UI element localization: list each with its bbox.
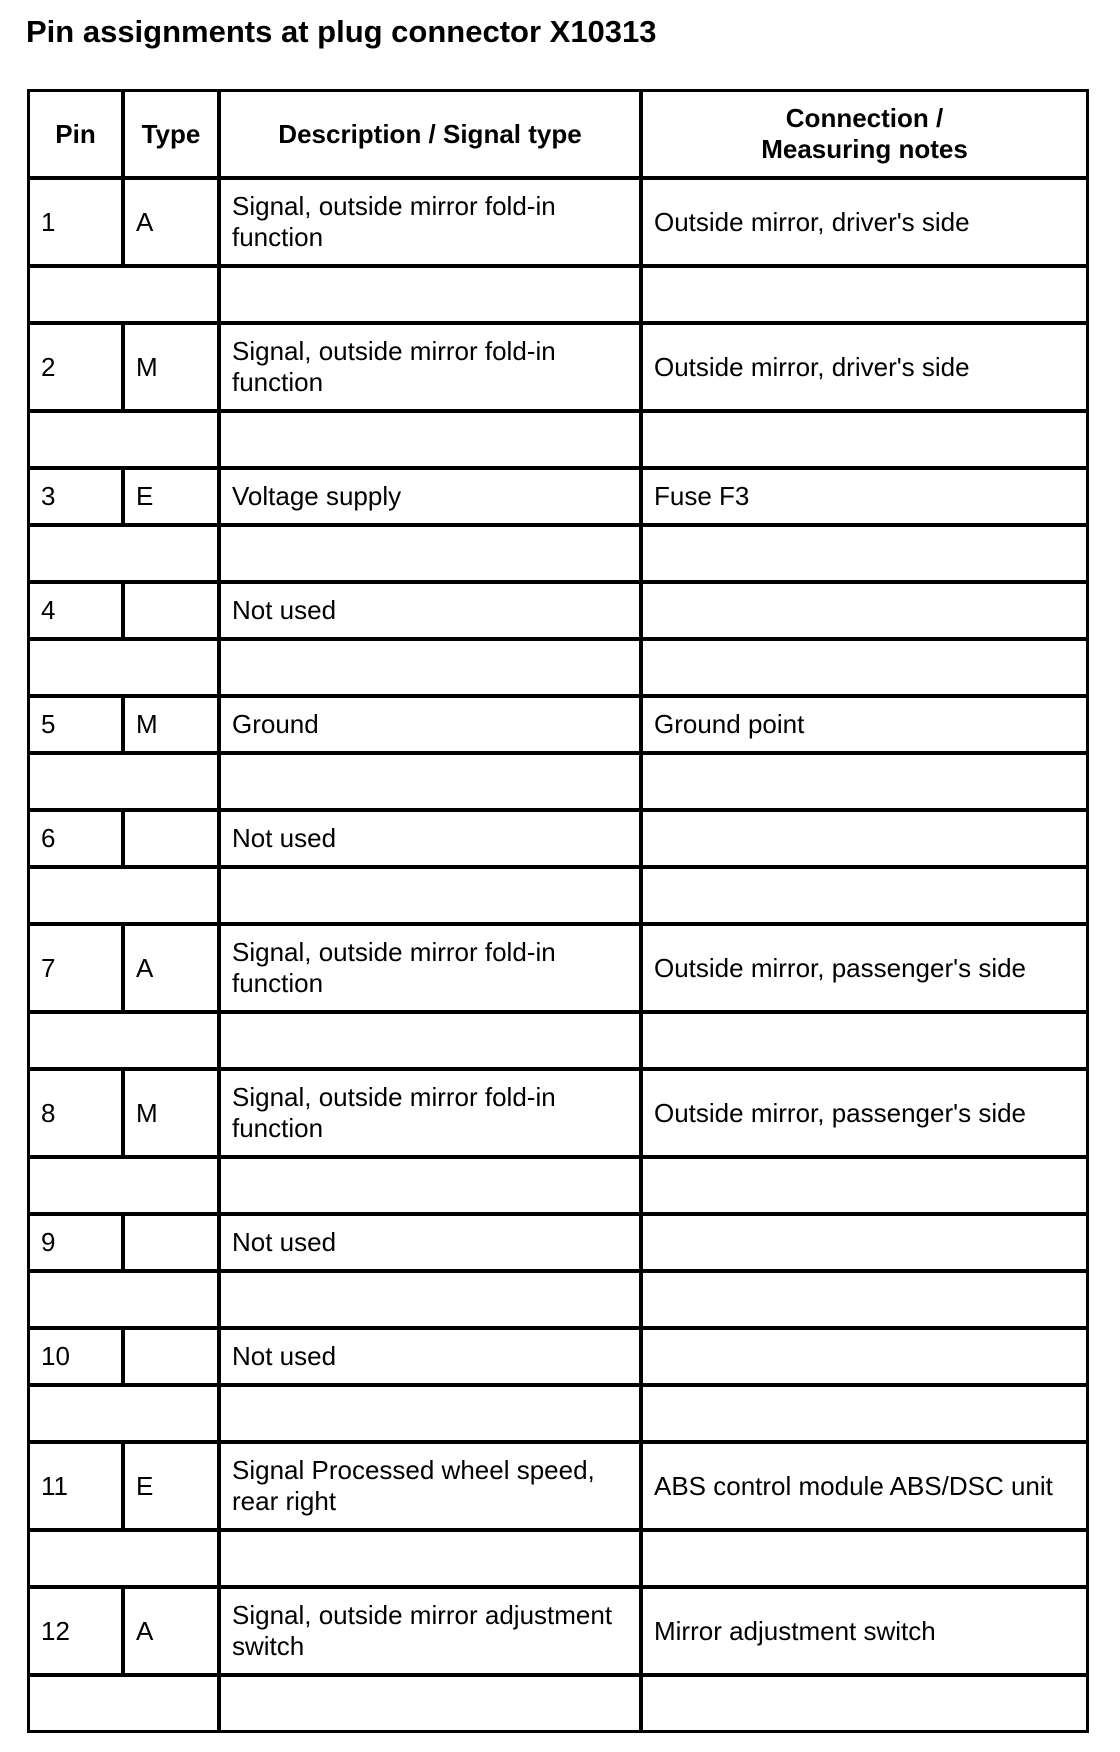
pin-number: 8 — [30, 1071, 125, 1159]
pin-connection: Fuse F3 — [643, 470, 1086, 527]
pin-number: 5 — [30, 698, 125, 755]
table-row — [30, 584, 1086, 641]
header-type: Type — [125, 92, 221, 180]
pin-number: 6 — [30, 812, 125, 869]
pin-description: Signal, outside mirror fold-in function — [221, 180, 643, 268]
pin-connection: Ground point — [643, 698, 1086, 755]
table-row — [30, 1444, 1086, 1532]
spacer-row — [30, 527, 1086, 584]
pin-description: Signal Processed wheel speed, rear right — [221, 1444, 643, 1532]
pin-description: Signal, outside mirror fold-in function — [221, 325, 643, 413]
pin-description: Ground — [221, 698, 643, 755]
spacer-row — [30, 1014, 1086, 1071]
pin-connection — [643, 1216, 1086, 1273]
header-connection-line2: Measuring notes — [761, 134, 968, 164]
pin-connection: ABS control module ABS/DSC unit — [643, 1444, 1086, 1532]
pin-description: Not used — [221, 584, 643, 641]
pin-description: Signal, outside mirror fold-in function — [221, 1071, 643, 1159]
pin-description: Signal, outside mirror fold-in function — [221, 926, 643, 1014]
spacer-row — [30, 1159, 1086, 1216]
spacer-row — [30, 1532, 1086, 1589]
table-row — [30, 926, 1086, 1014]
table-row — [30, 470, 1086, 527]
header-connection-line1: Connection / — [785, 103, 944, 133]
pin-description: Voltage supply — [221, 470, 643, 527]
pin-description: Not used — [221, 1216, 643, 1273]
pin-number: 4 — [30, 584, 125, 641]
table-row — [30, 1330, 1086, 1387]
pin-type — [125, 1216, 221, 1273]
table-row — [30, 1216, 1086, 1273]
pin-type: A — [125, 926, 221, 1014]
pin-type: M — [125, 325, 221, 413]
pin-connection — [643, 1330, 1086, 1387]
spacer-row — [30, 268, 1086, 325]
spacer-row — [30, 1273, 1086, 1330]
spacer-row — [30, 413, 1086, 470]
pin-connection: Outside mirror, passenger's side — [643, 926, 1086, 1014]
pin-type — [125, 1330, 221, 1387]
pin-type: E — [125, 1444, 221, 1532]
spacer-row — [30, 1387, 1086, 1444]
table-row — [30, 180, 1086, 268]
pin-description: Not used — [221, 1330, 643, 1387]
spacer-row — [30, 641, 1086, 698]
pin-type: M — [125, 698, 221, 755]
pin-connection: Outside mirror, passenger's side — [643, 1071, 1086, 1159]
pin-type: M — [125, 1071, 221, 1159]
pin-connection: Outside mirror, driver's side — [643, 180, 1086, 268]
pin-number: 9 — [30, 1216, 125, 1273]
pin-type: E — [125, 470, 221, 527]
pin-type: A — [125, 180, 221, 268]
pin-number: 11 — [30, 1444, 125, 1532]
pin-number: 2 — [30, 325, 125, 413]
table-header-row — [30, 92, 1086, 180]
pin-connection: Mirror adjustment switch — [643, 1589, 1086, 1677]
pin-type — [125, 584, 221, 641]
pin-number: 10 — [30, 1330, 125, 1387]
pin-number: 7 — [30, 926, 125, 1014]
spacer-row — [30, 869, 1086, 926]
pin-description: Not used — [221, 812, 643, 869]
pin-number: 3 — [30, 470, 125, 527]
pin-connection — [643, 812, 1086, 869]
pin-connection — [643, 584, 1086, 641]
pin-number: 1 — [30, 180, 125, 268]
spacer-row — [30, 1677, 1086, 1730]
table-row — [30, 1589, 1086, 1677]
spacer-row — [30, 755, 1086, 812]
pin-connection: Outside mirror, driver's side — [643, 325, 1086, 413]
header-pin: Pin — [30, 92, 125, 180]
header-connection — [643, 92, 1086, 180]
pin-assignment-table — [27, 89, 1089, 1733]
table-row — [30, 1071, 1086, 1159]
pin-type: A — [125, 1589, 221, 1677]
table-row — [30, 325, 1086, 413]
table-row — [30, 698, 1086, 755]
pin-type — [125, 812, 221, 869]
page-title: Pin assignments at plug connector X10313 — [26, 14, 657, 49]
table-row — [30, 812, 1086, 869]
pin-number: 12 — [30, 1589, 125, 1677]
header-description: Description / Signal type — [221, 92, 643, 180]
pin-description: Signal, outside mirror adjustment switch — [221, 1589, 643, 1677]
